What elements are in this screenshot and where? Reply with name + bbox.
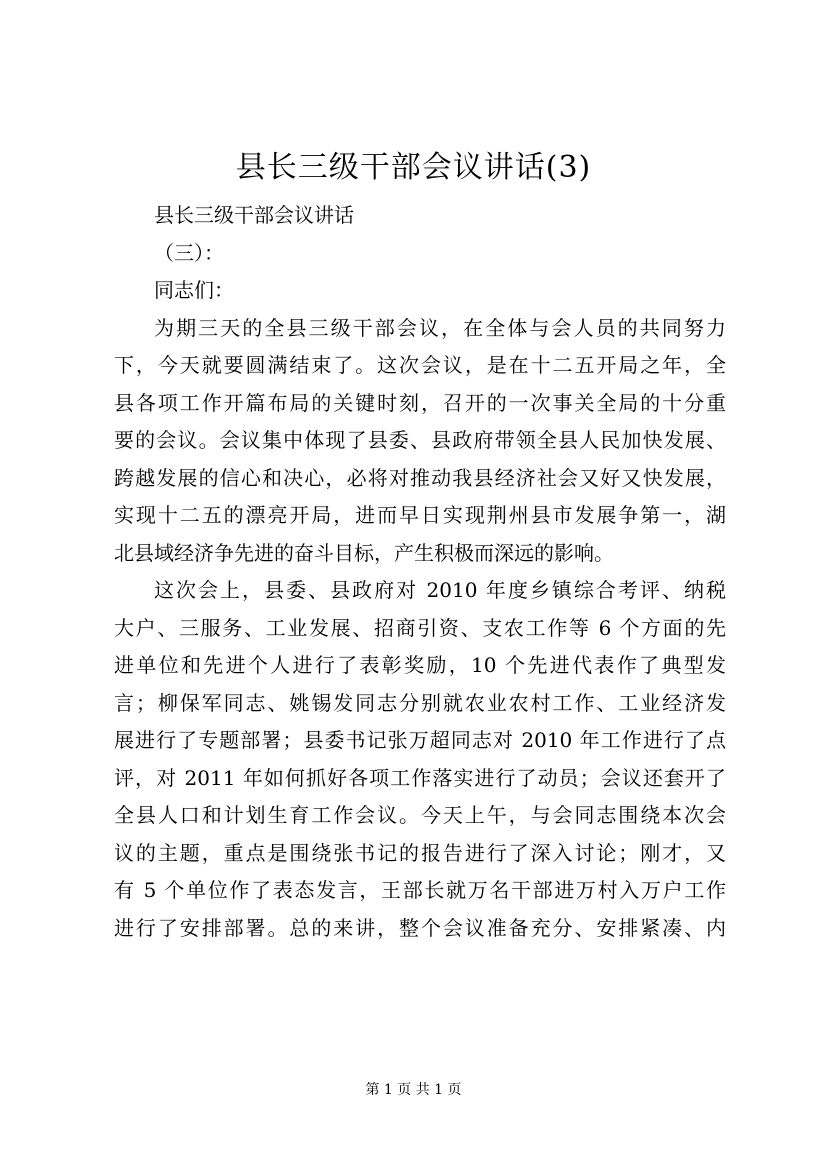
salutation-line: 同志们： xyxy=(154,278,234,302)
paragraph-1-line-4: 要的会议。会议集中体现了县委、县政府带领全县人民加快发展、 xyxy=(114,428,726,452)
paragraph-1-line-1: 为期三天的全县三级干部会议，在全体与会人员的共同努力 xyxy=(154,315,726,340)
paragraph-1-line-2: 下，今天就要圆满结束了。这次会议，是在十二五开局之年，全 xyxy=(114,353,726,377)
paragraph-2-line-8: 议的主题，重点是围绕张书记的报告进行了深入讨论；刚才，又 xyxy=(114,840,726,865)
section-number-line: （三）： xyxy=(154,240,224,265)
page-footer: 第 1 页 共 1 页 xyxy=(365,1082,462,1098)
paragraph-2-line-6: 评，对 2011 年如何抓好各项工作落实进行了动员；会议还套开了 xyxy=(114,765,726,790)
paragraph-1-line-5: 跨越发展的信心和决心，必将对推动我县经济社会又好又快发展， xyxy=(114,465,726,490)
paragraph-1-line-6: 实现十二五的漂亮开局，进而早日实现荆州县市发展争第一，湖 xyxy=(114,503,726,527)
paragraph-2-line-7: 全县人口和计划生育工作会议。今天上午，与会同志围绕本次会 xyxy=(114,803,726,827)
subtitle-line: 县长三级干部会议讲话 xyxy=(154,203,354,227)
paragraph-2-line-5: 展进行了专题部署；县委书记张万超同志对 2010 年工作进行了点 xyxy=(114,728,726,752)
paragraph-2-line-3: 进单位和先进个人进行了表彰奖励，10 个先进代表作了典型发 xyxy=(114,653,726,677)
document-body xyxy=(114,197,726,947)
document-title: 县长三级干部会议讲话(3) xyxy=(235,150,592,185)
paragraph-2-line-10: 进行了安排部署。总的来讲，整个会议准备充分、安排紧凑、内 xyxy=(114,915,726,940)
paragraph-2-line-4: 言；柳保军同志、姚锡发同志分别就农业农村工作、工业经济发 xyxy=(114,690,726,715)
paragraph-2-line-1: 这次会上，县委、县政府对 2010 年度乡镇综合考评、纳税 xyxy=(154,578,726,602)
paragraph-2-line-9: 有 5 个单位作了表态发言，王部长就万名干部进万村入万户工作 xyxy=(114,878,726,902)
paragraph-1-line-7: 北县域经济争先进的奋斗目标，产生积极而深远的影响。 xyxy=(114,540,614,565)
paragraph-1-line-3: 县各项工作开篇布局的关键时刻，召开的一次事关全局的十分重 xyxy=(114,390,726,415)
paragraph-2-line-2: 大户、三服务、工业发展、招商引资、支农工作等 6 个方面的先 xyxy=(114,615,726,640)
